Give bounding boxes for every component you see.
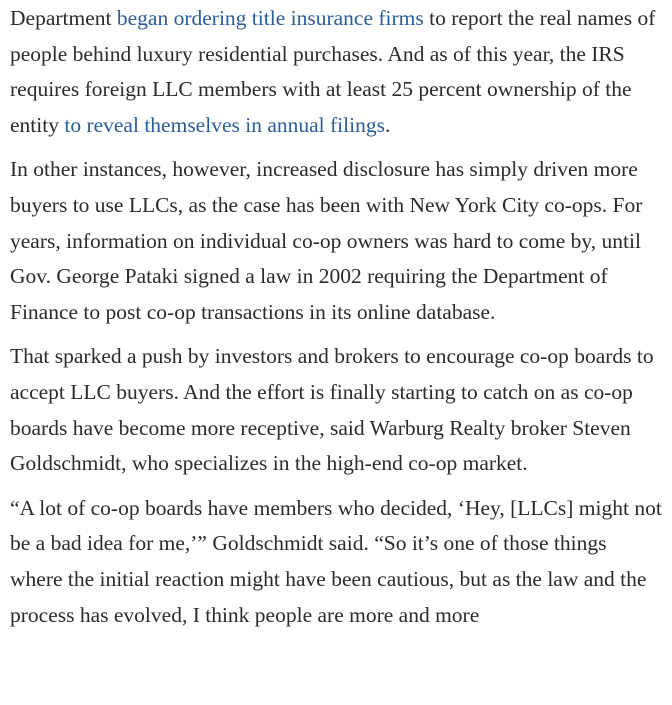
- paragraph-text: to report the real names of people behind luxury residential purchases. And as of this year, the IRS requires foreign LLC members with at least 25 percent ownership of the entity: [10, 6, 656, 137]
- article-paragraph-3: That sparked a push by investors and brokers to encourage co-op boards to accept LLC buyers. And the effort is finally starting to catch on as co-op boards have become more receptive, said Warburg Realty broker Steven Goldschmidt, who specializes in the high-end co-op market.: [10, 344, 654, 476]
- paragraph-text: Department: [10, 6, 117, 30]
- annual-filings-link[interactable]: to reveal themselves in annual filings: [64, 112, 385, 137]
- article-paragraph-2: In other instances, however, increased disclosure has simply driven more buyers to use LLCs, as the case has been with New York City co-ops. For years, information on individual co-op owners was hard to come by, until Gov. George Pataki signed a law in 2002 requiring the Department of Finance to post co-op transactions in its online database.: [10, 157, 643, 324]
- title-insurance-link[interactable]: began ordering title insurance firms: [116, 6, 424, 30]
- article-paragraph-1: [10, 1, 662, 143]
- article-body: [10, 0, 662, 633]
- paragraph-text: .: [384, 112, 391, 137]
- article-paragraph-4: “A lot of co-op boards have members who decided, ‘Hey, [LLCs] might not be a bad idea for me,’” Goldschmidt said. “So it’s one of those things where the initial reaction might have been cautious, but as the law and the process has evolved, I think people are more and more: [10, 495, 662, 627]
